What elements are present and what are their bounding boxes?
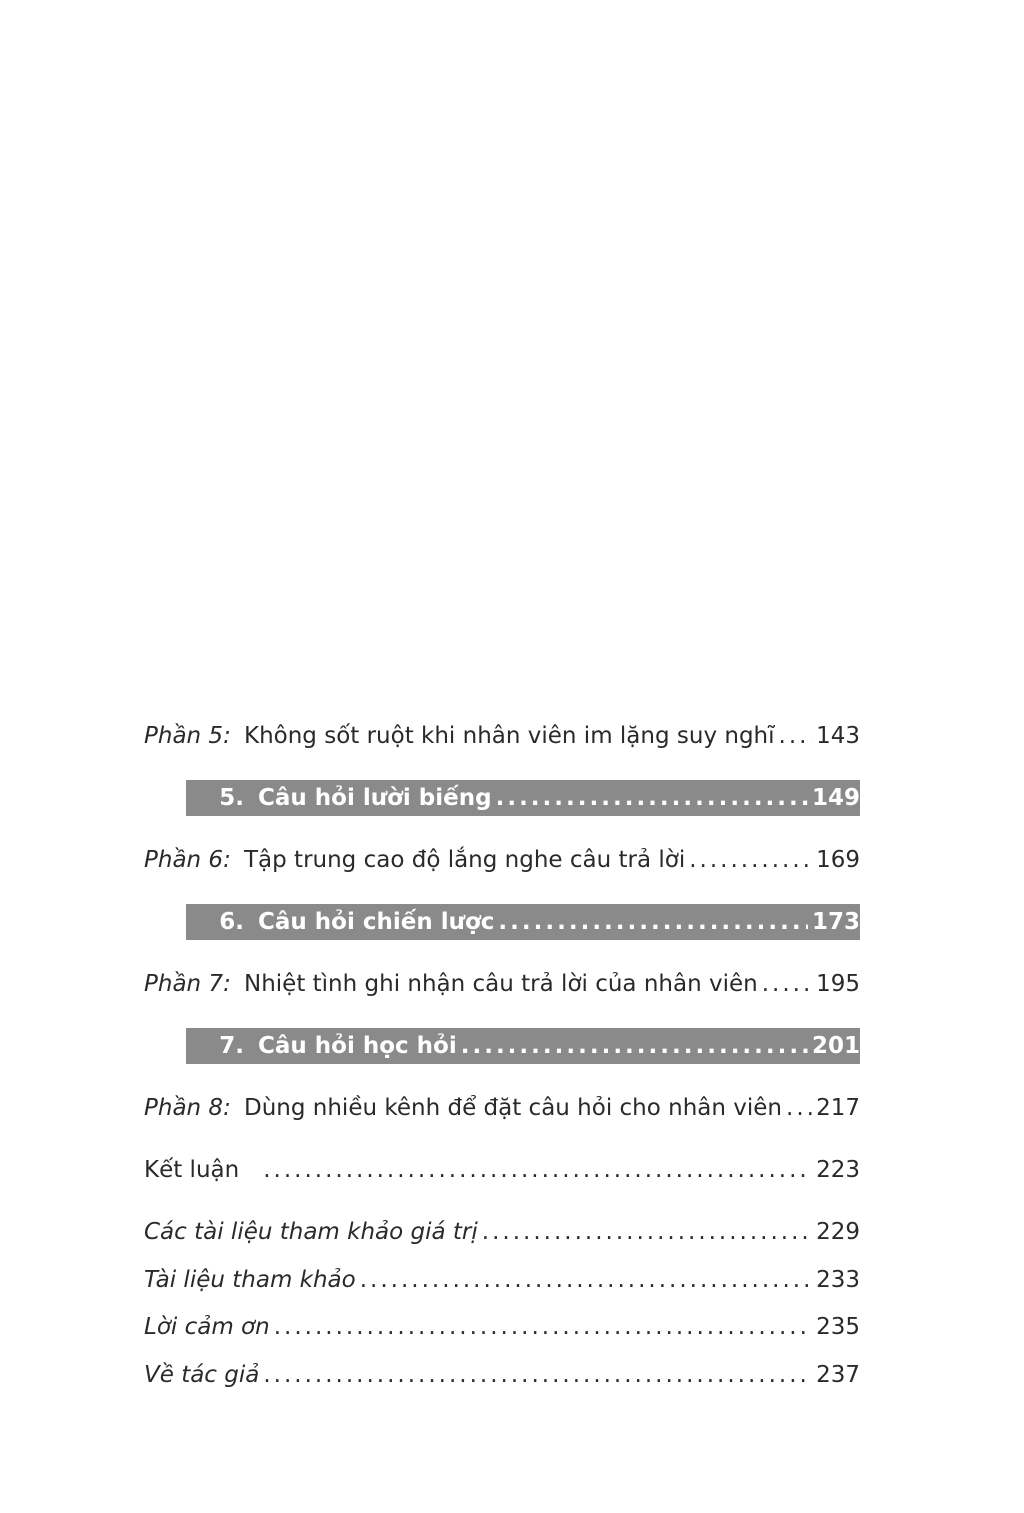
entry-title: Tài liệu tham khảo [144, 1267, 356, 1293]
toc-entry-chapter-5[interactable] [186, 780, 860, 816]
page-number: 169 [816, 847, 860, 873]
toc-entry-conclusion[interactable] [144, 1152, 860, 1188]
dot-leader [461, 1033, 808, 1059]
toc-entry-references[interactable] [144, 1262, 860, 1298]
dot-leader [786, 1095, 812, 1121]
entry-title: Các tài liệu tham khảo giá trị [144, 1219, 478, 1245]
toc-entry-part-7[interactable] [144, 966, 860, 1002]
entry-title: Lời cảm ơn [144, 1314, 270, 1340]
page-number: 173 [811, 909, 860, 935]
toc-entry-valuable-references[interactable] [144, 1214, 860, 1250]
page-number: 237 [816, 1362, 860, 1388]
entry-title: Không sốt ruột khi nhân viên im lặng suy nghĩ [244, 723, 775, 749]
page-number: 217 [816, 1095, 860, 1121]
dot-leader [263, 1157, 812, 1183]
part-label: Phần 6: [144, 847, 231, 873]
entry-title: Tập trung cao độ lắng nghe câu trả lời [244, 847, 686, 873]
entry-title: Nhiệt tình ghi nhận câu trả lời của nhân viên [244, 971, 758, 997]
entry-title: Câu hỏi chiến lược [258, 909, 495, 935]
part-label: Phần 8: [144, 1095, 231, 1121]
entry-title: Dùng nhiều kênh để đặt câu hỏi cho nhân viên [244, 1095, 783, 1121]
page-number: 233 [816, 1267, 860, 1293]
chapter-number: 7. [219, 1033, 244, 1059]
dot-leader [762, 971, 812, 997]
page-number: 229 [816, 1219, 860, 1245]
toc-entry-part-8[interactable] [144, 1090, 860, 1126]
toc-entry-acknowledgements[interactable] [144, 1309, 860, 1345]
toc-entry-chapter-6[interactable] [186, 904, 860, 940]
table-of-contents [144, 0, 860, 1513]
chapter-number: 6. [219, 909, 244, 935]
dot-leader [263, 1362, 812, 1388]
dot-leader [274, 1314, 812, 1340]
entry-title: Kết luận [144, 1157, 240, 1183]
dot-leader [360, 1267, 812, 1293]
page-number: 223 [816, 1157, 860, 1183]
page-number: 235 [816, 1314, 860, 1340]
part-label: Phần 5: [144, 723, 231, 749]
chapter-number: 5. [219, 785, 244, 811]
dot-leader [496, 785, 808, 811]
toc-entry-part-6[interactable] [144, 842, 860, 878]
dot-leader [689, 847, 812, 873]
entry-title: Câu hỏi học hỏi [258, 1033, 457, 1059]
dot-leader [779, 723, 813, 749]
entry-title: Về tác giả [144, 1362, 260, 1388]
dot-leader [498, 909, 808, 935]
entry-title: Câu hỏi lười biếng [258, 785, 492, 811]
page-number: 201 [811, 1033, 860, 1059]
toc-entry-chapter-7[interactable] [186, 1028, 860, 1064]
page-number: 149 [811, 785, 860, 811]
part-label: Phần 7: [144, 971, 231, 997]
page-number: 195 [816, 971, 860, 997]
toc-entry-about-author[interactable] [144, 1357, 860, 1393]
dot-leader [482, 1219, 812, 1245]
page-number: 143 [816, 723, 860, 749]
toc-entry-part-5[interactable] [144, 718, 860, 754]
